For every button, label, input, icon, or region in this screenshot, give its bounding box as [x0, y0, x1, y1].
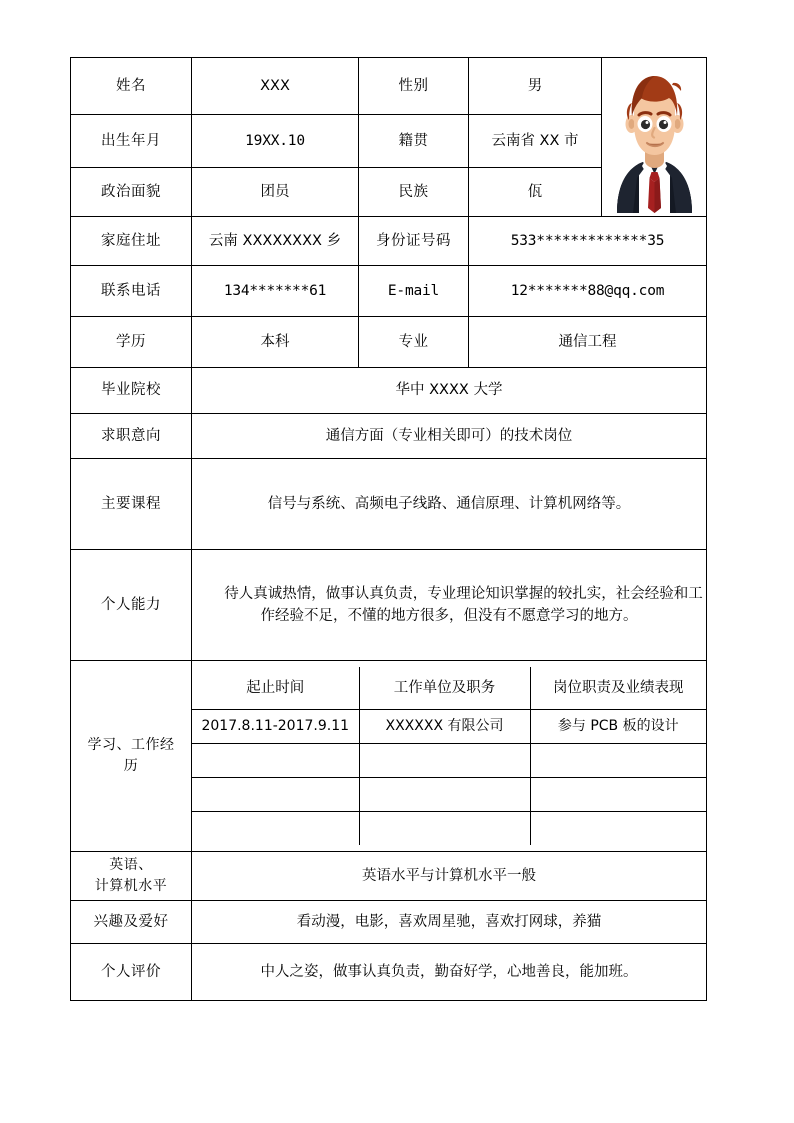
label-experience	[71, 661, 192, 852]
experience-employer: XXXXXX 有限公司	[359, 710, 530, 744]
value-ability: 待人真诚热情，做事认真负责，专业理论知识掌握的较扎实，社会经验和工作经验不足，不懂的地方很多，但没有不愿意学习的地方。	[192, 550, 707, 661]
experience-row	[192, 812, 706, 846]
label-email: E-mail	[359, 266, 469, 317]
label-education: 学历	[71, 317, 192, 368]
value-birth: 19XX.10	[192, 115, 359, 168]
table-row-hobby	[71, 901, 707, 944]
value-objective: 通信方面（专业相关即可）的技术岗位	[192, 414, 707, 459]
experience-row	[192, 710, 706, 744]
experience-header-row	[192, 667, 706, 710]
experience-period	[192, 778, 359, 812]
table-row-phone	[71, 266, 707, 317]
table-row-english-computer	[71, 852, 707, 901]
value-phone: 134*******61	[192, 266, 359, 317]
label-phone: 联系电话	[71, 266, 192, 317]
table-row-education	[71, 317, 707, 368]
value-school: 华中 XXXX 大学	[192, 368, 707, 414]
experience-duties: 参与 PCB 板的设计	[530, 710, 706, 744]
label-experience-line2: 历	[123, 758, 139, 774]
experience-duties	[530, 778, 706, 812]
label-school: 毕业院校	[71, 368, 192, 414]
value-gender: 男	[469, 58, 602, 115]
experience-table	[192, 667, 706, 845]
label-experience-line1: 学习、工作经	[87, 737, 175, 753]
label-hometown: 籍贯	[359, 115, 469, 168]
table-row-name	[71, 58, 707, 115]
experience-row	[192, 744, 706, 778]
experience-employer	[359, 778, 530, 812]
label-english-line1: 英语、	[109, 857, 153, 873]
experience-period: 2017.8.11-2017.9.11	[192, 710, 359, 744]
label-ability: 个人能力	[71, 550, 192, 661]
label-gender: 性别	[359, 58, 469, 115]
value-hobby: 看动漫，电影，喜欢周星驰，喜欢打网球，养猫	[192, 901, 707, 944]
label-objective: 求职意向	[71, 414, 192, 459]
experience-subtable-cell	[192, 661, 707, 852]
avatar	[603, 62, 706, 213]
value-english-computer: 英语水平与计算机水平一般	[192, 852, 707, 901]
label-id-number: 身份证号码	[359, 217, 469, 266]
label-ethnicity: 民族	[359, 168, 469, 217]
experience-employer	[359, 744, 530, 778]
table-row-courses	[71, 459, 707, 550]
experience-period	[192, 744, 359, 778]
table-row-objective	[71, 414, 707, 459]
value-hometown: 云南省 XX 市	[469, 115, 602, 168]
label-english-line2: 计算机水平	[94, 878, 168, 894]
label-hobby: 兴趣及爱好	[71, 901, 192, 944]
value-political: 团员	[192, 168, 359, 217]
table-row-address	[71, 217, 707, 266]
experience-header-period: 起止时间	[192, 667, 359, 710]
table-row-experience	[71, 661, 707, 852]
avatar-illustration	[603, 62, 706, 213]
experience-period	[192, 812, 359, 846]
experience-row	[192, 778, 706, 812]
label-name: 姓名	[71, 58, 192, 115]
value-email: 12*******88@qq.com	[469, 266, 707, 317]
photo-cell	[602, 58, 707, 217]
label-courses: 主要课程	[71, 459, 192, 550]
label-address: 家庭住址	[71, 217, 192, 266]
table-row-school	[71, 368, 707, 414]
label-political: 政治面貌	[71, 168, 192, 217]
resume-table	[70, 57, 707, 1001]
table-row-ability	[71, 550, 707, 661]
experience-duties	[530, 744, 706, 778]
label-birth: 出生年月	[71, 115, 192, 168]
value-ethnicity: 佤	[469, 168, 602, 217]
resume-table-wrapper	[70, 57, 706, 1001]
label-major: 专业	[359, 317, 469, 368]
value-education: 本科	[192, 317, 359, 368]
value-evaluation: 中人之姿，做事认真负责，勤奋好学，心地善良，能加班。	[192, 944, 707, 1001]
experience-employer	[359, 812, 530, 846]
table-row-evaluation	[71, 944, 707, 1001]
value-name: XXX	[192, 58, 359, 115]
experience-header-duties: 岗位职责及业绩表现	[530, 667, 706, 710]
label-english-computer	[71, 852, 192, 901]
label-evaluation: 个人评价	[71, 944, 192, 1001]
value-address: 云南 XXXXXXXX 乡	[192, 217, 359, 266]
value-id-number: 533*************35	[469, 217, 707, 266]
experience-duties	[530, 812, 706, 846]
value-courses: 信号与系统、高频电子线路、通信原理、计算机网络等。	[192, 459, 707, 550]
experience-header-employer: 工作单位及职务	[359, 667, 530, 710]
value-major: 通信工程	[469, 317, 707, 368]
